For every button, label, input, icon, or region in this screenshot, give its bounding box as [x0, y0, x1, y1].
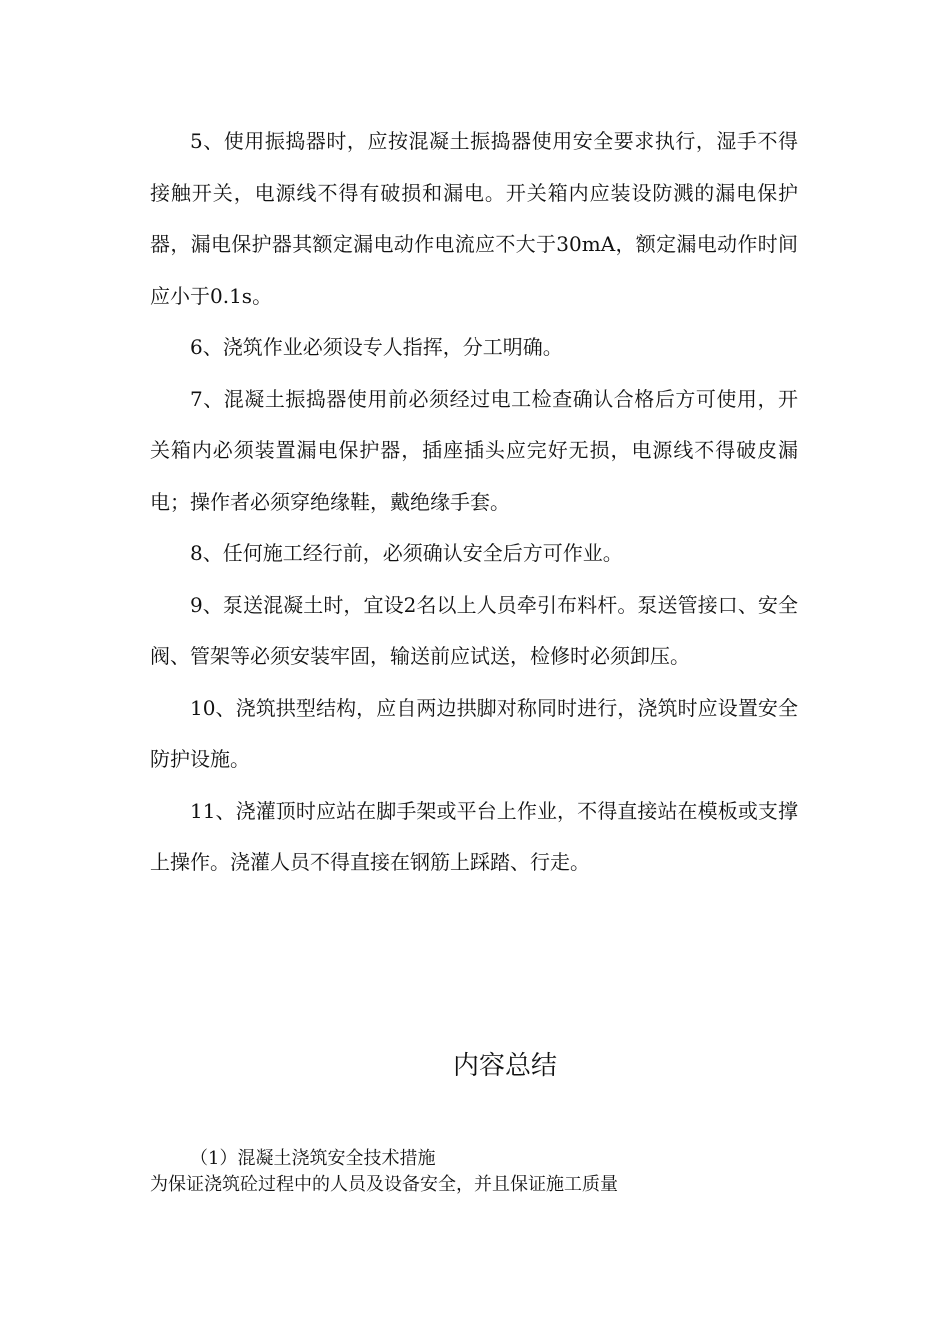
paragraph-item-11: 11、浇灌顶时应站在脚手架或平台上作业，不得直接站在模板或支撑上操作。浇灌人员不得直接在钢筋上踩踏、行走。 [150, 798, 798, 874]
paragraph-item-5: 5、使用振捣器时，应按混凝土振捣器使用安全要求执行，湿手不得接触开关，电源线不得有破损和漏电。开关箱内应装设防溅的漏电保护器，漏电保护器其额定漏电动作电流应不大于30mA，额定漏电动作时间应小于0.1s。 [150, 129, 798, 308]
summary-text: 为保证浇筑砼过程中的人员及设备安全，并且保证施工质量 [150, 1174, 618, 1195]
paragraph-item-9: 9、泵送混凝土时，宜设2名以上人员牵引布料杆。泵送管接口、安全阀、管架等必须安装牢固，输送前应试送，检修时必须卸压。 [150, 592, 798, 668]
paragraph-item-10: 10、浇筑拱型结构，应自两边拱脚对称同时进行，浇筑时应设置安全防护设施。 [150, 695, 798, 771]
paragraph-item-7: 7、混凝土振捣器使用前必须经过电工检查确认合格后方可使用，开关箱内必须装置漏电保护器，插座插头应完好无损，电源线不得破皮漏电；操作者必须穿绝缘鞋，戴绝缘手套。 [150, 386, 798, 514]
paragraph-item-6: 6、浇筑作业必须设专人指挥，分工明确。 [190, 335, 563, 359]
document-body [150, 116, 798, 889]
paragraph-item-8: 8、任何施工经行前，必须确认安全后方可作业。 [190, 541, 623, 565]
summary-section [150, 1146, 798, 1198]
summary-heading: （1）混凝土浇筑安全技术措施 [190, 1148, 436, 1169]
summary-title: 内容总结 [452, 1051, 557, 1081]
